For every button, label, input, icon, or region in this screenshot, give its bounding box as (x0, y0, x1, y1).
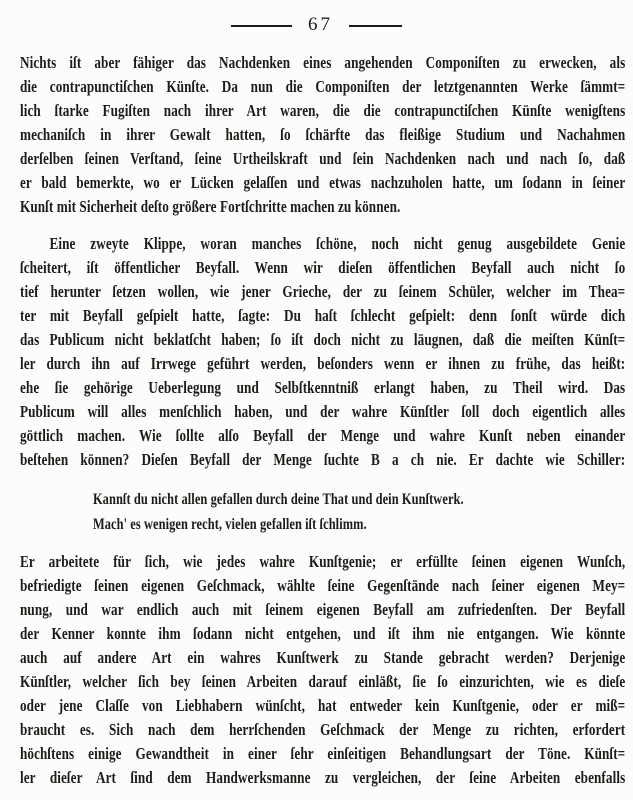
text-line: höchſtens einige Gewandtheit in einer ſehr einſeitigen Behandlungsart der Töne. Künſt= (20, 744, 626, 763)
text-line: das Publicum nicht beklatſcht haben; ſo iſt doch nicht zu läugnen, daß die meiſten Künſt= (20, 330, 626, 349)
text-line: mechaniſch in ihrer Gewalt hatten, ſo ſchärfte das fleißige Studium und Nachahmen (20, 125, 626, 144)
text-line: der Kenner konnte ihm ſodann nicht entgehen, und iſt ihm nie entgangen. Wie könnte (20, 624, 626, 643)
page-header (0, 14, 633, 37)
text-line: Publicum will alles menſchlich haben, und der wahre Künſtler ſoll doch eigentlich alles (20, 402, 626, 421)
text-line: auch auf andere Art ein wahres Kunſtwerk zu Stande gebracht werden? Derjenige (20, 648, 626, 667)
text-line: Mach' es wenigen recht, vielen gefallen iſt ſchlimm. (92, 516, 367, 533)
text-line: ehe ſie gehörige Ueberlegung und Selbſtkenntniß erlangt haben, zu Theil wird. Das (20, 378, 626, 397)
text-line: derſelben ſeinen Verſtand, ſeine Urtheilskraft und ſein Nachdenken nach und nach ſo, daß (20, 149, 626, 168)
paragraph (20, 51, 625, 219)
paragraph (20, 550, 625, 790)
text-line: Nichts iſt aber fähiger das Nachdenken eines angehenden Componiſten zu erwecken, als (20, 53, 626, 72)
text-line: nung, und war endlich auch mit ſeinem eigenen Beyfall am zufriedenſten. Der Beyfall (20, 600, 626, 619)
paragraph (20, 232, 625, 472)
text-line: Kunſt mit Sicherheit deſto größere Fortſchritte machen zu können. (20, 197, 401, 216)
header-rule-left (231, 25, 292, 27)
text-line: ler durch ihn auf Irrwege geführt werden, beſonders wenn er ihnen zu frühe, das heißt: (20, 354, 626, 373)
text-line: ler dieſer Art ſind dem Handwerksmanne zu vergleichen, der ſeine Arbeiten ebenfalls (20, 768, 626, 787)
text-line: befriedigte ſeinen eigenen Geſchmack, wählte ſeine Gegenſtände nach ſeiner eigenen Mey= (20, 576, 626, 595)
text-line: er bald bemerkte, wo er Lücken gelaſſen und etwas nachzuholen hatte, um ſodann in ſeiner (20, 173, 626, 192)
text-line: Eine zweyte Klippe, woran manches ſchöne, noch nicht genug ausgebildete Genie (49, 234, 626, 253)
page-number: 67 (308, 14, 333, 35)
text-line: Künſtler, welcher ſich bey ſeinen Arbeiten darauf einläßt, ſie ſo einzurichten, wie es dieſe (20, 672, 626, 691)
text-line: braucht es. Sich nach dem herrſchenden Geſchmack der Menge zu richten, erfordert (20, 720, 626, 739)
text-line: tief herunter ſetzen wollen, wie jener Grieche, der zu ſeinem Schüler, welcher im Thea= (20, 282, 626, 301)
text-line: Er arbeitete für ſich, wie jedes wahre Kunſtgenie; er erfüllte ſeinen eigenen Wunſch, (20, 552, 626, 571)
body-text (20, 51, 625, 790)
verse-quote (93, 487, 625, 537)
text-line: beſtehen können? Dieſen Beyfall der Menge ſuchte B a ch nie. Er dachte wie Schiller: (20, 450, 626, 469)
header-rule-right (349, 25, 402, 27)
text-line: Kannſt du nicht allen gefallen durch deine That und dein Kunſtwerk. (92, 491, 464, 508)
text-line: lich ſtarke Fugiſten nach ihrer Art waren, die die contrapunctiſchen Künſte wenigſtens (20, 101, 626, 120)
text-line: ſcheitert, iſt öffentlicher Beyfall. Wenn wir dieſen öffentlichen Beyfall auch nicht ſo (20, 258, 626, 277)
text-line: ter mit Beyfall geſpielt hatte, ſagte: Du haſt ſchlecht geſpielt: denn ſonſt würde dich (20, 306, 626, 325)
text-line: göttlich machen. Wie ſollte alſo Beyfall der Menge und wahre Kunſt neben einander (20, 426, 626, 445)
text-line: die contrapunctiſchen Künſte. Da nun die Componiſten der letztgenannten Werke ſämmt= (20, 77, 626, 96)
text-line: oder jene Claſſe von Liebhabern wünſcht, hat entweder kein Kunſtgenie, oder er miß= (20, 696, 626, 715)
